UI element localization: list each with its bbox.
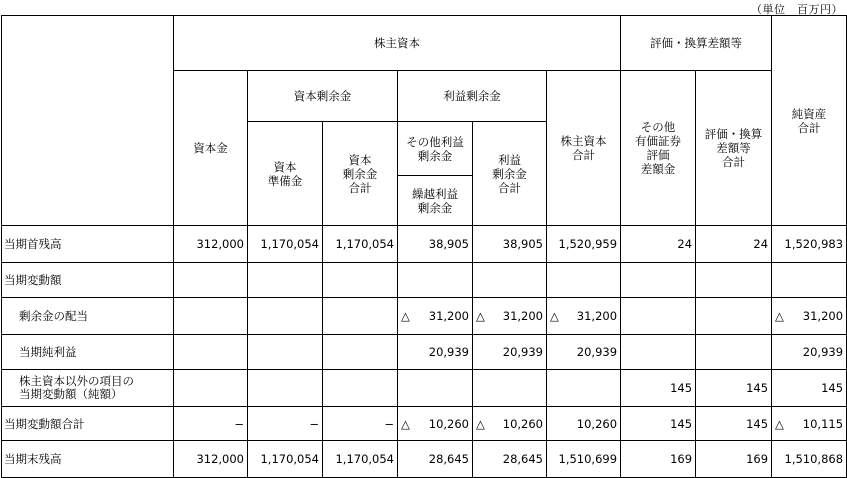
header-line: 繰越利益 [412, 186, 458, 201]
header-hyoka-kansan: 評価・換算差額等 [621, 16, 772, 71]
header-kurikoshi-rieki-joyokin [398, 176, 473, 226]
amount-cell [398, 263, 473, 298]
amount-cell [696, 263, 772, 298]
amount-value: 145 [670, 416, 693, 431]
header-line: 合計 [498, 180, 521, 195]
amount-cell [398, 335, 473, 370]
amount-cell [323, 370, 398, 407]
amount-cell [473, 407, 547, 441]
header-kabunushi-shihon-gokei [547, 71, 621, 226]
amount-cell [174, 263, 248, 298]
amount-cell [174, 407, 248, 441]
amount-cell [323, 263, 398, 298]
row-toki-hendogaku [2, 263, 847, 298]
amount-value: 10,115 [802, 416, 844, 431]
amount-cell [696, 226, 772, 263]
amount-value: − [309, 416, 319, 431]
header-kabunushi-shihon: 株主資本 [174, 16, 621, 71]
header-line: 合計 [348, 180, 372, 195]
negative-marker: △ [775, 309, 784, 323]
amount-value: 1,170,054 [335, 237, 394, 251]
row-kimatsu-zandaka [2, 441, 847, 478]
header-line: 資本 [348, 152, 372, 167]
row-hendogaku-gokei [2, 407, 847, 441]
amount-cell [696, 298, 772, 335]
amount-value: 1,170,054 [260, 237, 319, 251]
amount-cell [398, 298, 473, 335]
amount-cell [621, 226, 696, 263]
amount-cell [174, 370, 248, 407]
row-kishu-zandaka [2, 226, 847, 263]
amount-value: 20,939 [428, 345, 469, 359]
amount-value: 1,520,959 [558, 237, 618, 251]
header-line: 有価証券 [635, 134, 682, 148]
amount-cell [174, 226, 248, 263]
amount-value: 169 [670, 452, 693, 466]
amount-cell [696, 370, 772, 407]
amount-value: 24 [753, 237, 769, 251]
amount-cell [398, 441, 473, 478]
amount-value: 38,905 [428, 237, 469, 251]
amount-value: − [234, 416, 244, 431]
header-line: 剰余金 [417, 148, 453, 163]
header-corner-cell [2, 16, 174, 226]
amount-cell [547, 263, 621, 298]
negative-marker: △ [401, 309, 410, 323]
row-toki-junrieki [2, 335, 847, 370]
amount-cell [473, 370, 547, 407]
header-line: 評価 [646, 148, 670, 162]
amount-value: 169 [746, 452, 769, 466]
header-hyoka-kansan-gokei [696, 71, 772, 226]
amount-value: 31,200 [576, 309, 618, 323]
amount-cell [621, 441, 696, 478]
statement-table-wrapper [1, 15, 847, 478]
row-label: 当期変動額合計 [2, 407, 174, 441]
amount-value: 31,200 [502, 309, 543, 323]
amount-cell [696, 407, 772, 441]
row-sonota-hendogaku [2, 370, 847, 407]
equity-change-statement-table [1, 15, 847, 478]
amount-cell [248, 298, 323, 335]
amount-value: 24 [677, 237, 693, 251]
amount-value: 145 [746, 416, 769, 431]
header-line: 株主資本 [560, 134, 607, 148]
amount-value: 1,170,054 [260, 452, 319, 466]
amount-cell [772, 335, 847, 370]
row-label: 株主資本以外の項目の当期変動額（純額） [2, 370, 174, 407]
header-line: 差額金 [640, 162, 676, 176]
amount-cell [772, 441, 847, 478]
amount-cell [248, 335, 323, 370]
amount-cell [473, 263, 547, 298]
amount-cell [621, 370, 696, 407]
header-line: 純資産 [791, 106, 827, 121]
header-line: 合計 [722, 155, 746, 169]
amount-cell [398, 226, 473, 263]
amount-value: 20,939 [502, 345, 543, 359]
amount-value: 145 [670, 381, 693, 395]
negative-marker: △ [401, 416, 410, 431]
amount-value: 10,260 [502, 416, 543, 431]
negative-marker: △ [775, 416, 784, 431]
amount-cell [174, 441, 248, 478]
amount-value: 10,260 [428, 416, 469, 431]
header-line: 準備金 [267, 173, 303, 188]
row-joyokin-haito [2, 298, 847, 335]
header-shihonkin: 資本金 [174, 71, 248, 226]
amount-cell [248, 407, 323, 441]
amount-value: 312,000 [196, 237, 244, 251]
amount-cell [323, 226, 398, 263]
amount-cell [398, 407, 473, 441]
header-line: 剰余金 [342, 166, 378, 181]
header-line: 評価・換算 [704, 127, 763, 141]
header-line: 剰余金 [417, 200, 453, 215]
amount-value: 1,510,699 [558, 452, 618, 466]
amount-cell [323, 335, 398, 370]
amount-cell [473, 335, 547, 370]
amount-cell [547, 335, 621, 370]
amount-cell [621, 263, 696, 298]
amount-value: 38,905 [502, 237, 543, 251]
amount-cell [473, 298, 547, 335]
amount-cell [696, 441, 772, 478]
amount-value: 1,510,868 [784, 452, 844, 466]
header-line: その他 [640, 120, 676, 134]
amount-value: 20,939 [802, 345, 844, 359]
amount-value: 1,520,983 [784, 237, 844, 251]
header-line: 剰余金 [492, 166, 527, 181]
amount-cell [323, 298, 398, 335]
amount-cell [621, 298, 696, 335]
amount-cell [772, 370, 847, 407]
header-line: 資本 [273, 159, 297, 174]
amount-cell [248, 370, 323, 407]
amount-value: 145 [821, 381, 844, 395]
header-junshisan-gokei [772, 16, 847, 226]
amount-cell [621, 335, 696, 370]
amount-value: 1,170,054 [335, 452, 394, 466]
header-rieki-joyokin: 利益剰余金 [398, 71, 547, 122]
amount-cell [473, 441, 547, 478]
amount-value: 31,200 [802, 309, 844, 323]
amount-cell [398, 370, 473, 407]
amount-value: 28,645 [502, 452, 543, 466]
amount-value: 31,200 [428, 309, 469, 323]
amount-value: 10,260 [576, 416, 618, 431]
amount-cell [547, 370, 621, 407]
amount-cell [696, 335, 772, 370]
amount-cell [547, 407, 621, 441]
amount-cell [772, 407, 847, 441]
header-line: 合計 [797, 120, 821, 135]
amount-cell [772, 298, 847, 335]
header-line: 差額等 [716, 141, 751, 155]
header-rieki-joyokin-gokei [473, 122, 547, 226]
amount-cell [174, 335, 248, 370]
row-label: 当期変動額 [2, 263, 174, 298]
amount-cell [621, 407, 696, 441]
header-line: その他利益 [406, 134, 464, 149]
unit-label: （単位 百万円） [751, 3, 843, 16]
amount-cell [547, 226, 621, 263]
amount-cell [248, 226, 323, 263]
row-label: 当期純利益 [2, 335, 174, 370]
row-label: 剰余金の配当 [2, 298, 174, 335]
amount-value: 145 [746, 381, 769, 395]
header-line: 利益 [498, 152, 521, 167]
amount-value: 28,645 [428, 452, 469, 466]
amount-value: 20,939 [576, 345, 618, 359]
amount-value: − [384, 416, 394, 431]
header-sonota-yuka-shoken [621, 71, 696, 226]
amount-cell [248, 263, 323, 298]
amount-cell [248, 441, 323, 478]
amount-cell [772, 263, 847, 298]
header-sonota-rieki-joyokin [398, 122, 473, 176]
negative-marker: △ [550, 309, 559, 323]
negative-marker: △ [476, 416, 485, 431]
header-line: 合計 [572, 148, 596, 162]
amount-cell [174, 298, 248, 335]
amount-cell [323, 407, 398, 441]
amount-cell [547, 298, 621, 335]
amount-cell [323, 441, 398, 478]
row-label: 当期末残高 [2, 441, 174, 478]
row-label: 当期首残高 [2, 226, 174, 263]
amount-value: 312,000 [196, 452, 244, 466]
amount-cell [547, 441, 621, 478]
amount-cell [772, 226, 847, 263]
header-shihon-joyokin: 資本剰余金 [248, 71, 398, 122]
header-shihon-junbikin [248, 122, 323, 226]
header-shihon-joyokin-gokei [323, 122, 398, 226]
negative-marker: △ [476, 309, 485, 323]
amount-cell [473, 226, 547, 263]
